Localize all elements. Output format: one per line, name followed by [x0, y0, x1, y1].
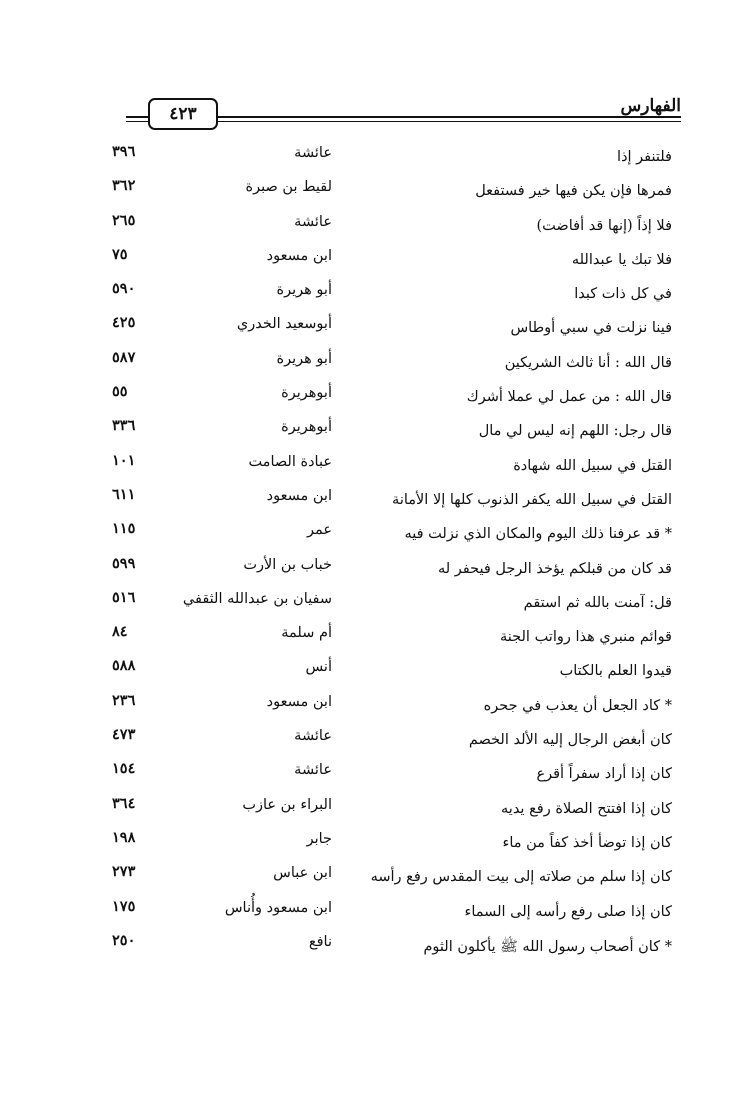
narrator-name: البراء بن عازب [242, 796, 332, 813]
page-reference: ٤٢٥ [112, 314, 136, 332]
page-reference: ١٥٤ [112, 760, 136, 778]
hadith-text: قال الله : أنا ثالث الشريكين [504, 354, 672, 371]
index-list [0, 143, 756, 966]
index-entry [0, 486, 756, 520]
index-entry [0, 520, 756, 554]
index-entry [0, 898, 756, 932]
index-entry [0, 246, 756, 280]
narrator-name: نافع [308, 933, 332, 950]
page-reference: ٥٨٧ [112, 348, 136, 366]
page-reference: ٢٦٥ [112, 211, 136, 229]
hadith-text: * قد عرفنا ذلك اليوم والمكان الذي نزلت فيه [404, 526, 672, 543]
index-entry [0, 555, 756, 589]
page-reference: ٢٧٣ [112, 863, 136, 881]
page-number: ٤٢٣ [148, 98, 218, 130]
index-entry [0, 143, 756, 177]
page-title: الفهارس [620, 96, 681, 116]
narrator-name: عمر [306, 522, 332, 539]
hadith-text: * كاد الجعل أن يعذب في جحره [483, 697, 672, 714]
narrator-name: أبوهريرة [281, 419, 332, 436]
hadith-text: قيدوا العلم بالكتاب [559, 663, 672, 680]
page-reference: ٢٣٦ [112, 691, 136, 709]
narrator-name: ابن مسعود [266, 693, 332, 710]
hadith-text: قال الله : من عمل لي عملا أشرك [466, 389, 672, 406]
hadith-text: كان إذا سلم من صلاته إلى بيت المقدس رفع رأسه [370, 869, 672, 886]
page-header [126, 92, 681, 132]
page-reference: ٧٥ [112, 245, 128, 263]
narrator-name: لقيط بن صبرة [245, 179, 332, 196]
page-reference: ٥٥ [112, 383, 128, 401]
hadith-text: * كان أصحاب رسول الله ﷺ يأكلون الثوم [423, 938, 672, 955]
index-entry [0, 657, 756, 691]
narrator-name: ابن مسعود [266, 247, 332, 264]
index-entry [0, 932, 756, 966]
hadith-text: قال رجل: اللهم إنه ليس لي مال [478, 423, 672, 440]
narrator-name: سفيان بن عبدالله الثقفي [182, 590, 332, 607]
narrator-name: أنس [305, 659, 332, 676]
narrator-name: ابن عباس [273, 865, 332, 882]
hadith-text: قوائم منبري هذا رواتب الجنة [500, 629, 672, 646]
hadith-text: القتل في سبيل الله شهادة [513, 457, 672, 474]
narrator-name: أبوهريرة [281, 385, 332, 402]
page-reference: ٣٩٦ [112, 143, 136, 160]
narrator-name: أبو هريرة [276, 282, 332, 299]
index-entry [0, 212, 756, 246]
hadith-text: كان إذا صلى رفع رأسه إلى السماء [464, 903, 672, 920]
hadith-text: كان أبغض الرجال إليه الألد الخصم [468, 732, 672, 749]
page-reference: ٤٧٣ [112, 726, 136, 744]
page-reference: ١١٥ [112, 520, 136, 538]
hadith-text: فلا تبك يا عبدالله [571, 251, 672, 268]
index-entry [0, 280, 756, 314]
narrator-name: ابن مسعود [266, 487, 332, 504]
narrator-name: خباب بن الأرت [243, 556, 332, 573]
hadith-text: فمرها فإن يكن فيها خير فستفعل [475, 183, 672, 200]
hadith-text: كان إذا توضأ أخذ كفاً من ماء [502, 834, 672, 851]
hadith-text: فلتنفر إذا [617, 149, 672, 165]
narrator-name: عائشة [294, 728, 332, 745]
narrator-name: عبادة الصامت [248, 453, 332, 470]
index-entry [0, 417, 756, 451]
index-entry [0, 383, 756, 417]
narrator-name: ابن مسعود وأُناس [224, 899, 332, 916]
page-reference: ١٩٨ [112, 828, 136, 846]
narrator-name: جابر [306, 830, 332, 847]
index-entry [0, 314, 756, 348]
page-reference: ٥٨٨ [112, 657, 136, 675]
hadith-text: القتل في سبيل الله يكفر الذنوب كلها إلا الأمانة [392, 491, 672, 508]
hadith-text: فلا إذاً (إنها قد أفاضت) [536, 217, 672, 234]
hadith-text: كان إذا أراد سفراً أقرع [536, 766, 672, 783]
page-reference: ٥٩٩ [112, 554, 136, 572]
index-entry [0, 589, 756, 623]
page-reference: ٢٥٠ [112, 931, 136, 949]
hadith-text: قد كان من قبلكم يؤخذ الرجل فيحفر له [437, 560, 672, 577]
index-entry [0, 349, 756, 383]
index-entry [0, 863, 756, 897]
page-reference: ١٧٥ [112, 897, 136, 915]
index-entry [0, 177, 756, 211]
index-entry [0, 623, 756, 657]
narrator-name: عائشة [294, 213, 332, 230]
narrator-name: عائشة [294, 762, 332, 779]
hadith-text: في كل ذات كبدا [574, 286, 672, 303]
hadith-text: فينا نزلت في سبي أوطاس [510, 320, 672, 337]
index-entry [0, 452, 756, 486]
page-reference: ٣٣٦ [112, 417, 136, 435]
index-entry [0, 795, 756, 829]
index-entry [0, 829, 756, 863]
index-entry [0, 692, 756, 726]
page-reference: ٨٤ [112, 623, 128, 641]
page-reference: ٥١٦ [112, 588, 136, 606]
narrator-name: أبوسعيد الخدري [236, 316, 332, 333]
hadith-text: كان إذا افتتح الصلاة رفع يديه [501, 800, 672, 817]
page-reference: ٥٩٠ [112, 280, 136, 298]
narrator-name: أم سلمة [281, 625, 332, 642]
narrator-name: عائشة [294, 145, 332, 161]
index-entry [0, 726, 756, 760]
narrator-name: أبو هريرة [276, 350, 332, 367]
page-reference: ٦١١ [112, 485, 136, 503]
index-entry [0, 760, 756, 794]
page-reference: ٣٦٤ [112, 794, 136, 812]
page-reference: ١٠١ [112, 451, 136, 469]
page-reference: ٣٦٢ [112, 177, 136, 195]
hadith-text: قل: آمنت بالله ثم استقم [523, 594, 672, 611]
